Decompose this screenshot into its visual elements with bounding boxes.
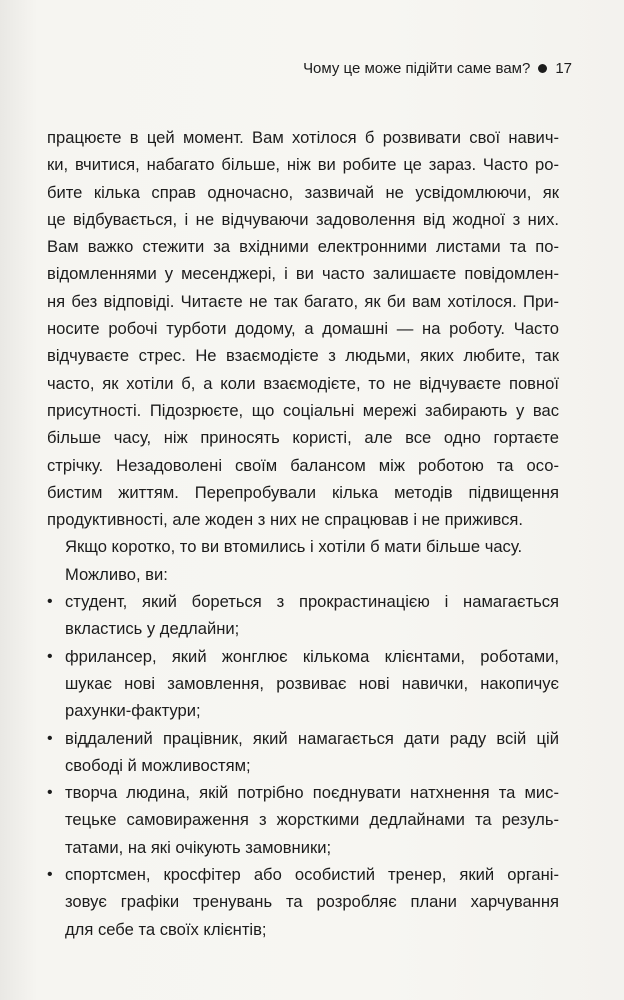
text-line: для себе та своїх клієнтів;: [65, 919, 267, 939]
text-line: відомленнями у месенджері, і ви часто залишаєте повідомлен-: [47, 264, 559, 284]
text-line: тецьке самовираження з жорсткими дедлайнами та резуль-: [65, 810, 559, 830]
chapter-title: Чому це може підійти саме вам?: [303, 60, 531, 77]
running-header: [303, 60, 572, 77]
text-line: фрилансер, який жонглює кількома клієнтами, роботами,: [65, 646, 559, 666]
list-item: [47, 725, 559, 780]
header-dot-icon: [538, 64, 547, 73]
text-line: шукає нові замовлення, розвиває нові навички, накопичує: [65, 673, 559, 693]
body-text: [47, 124, 559, 943]
text-line: відчуваєте стрес. Не взаємодієте з людьми, яких любите, так: [47, 346, 559, 366]
text-line: студент, який бореться з прокрастинацією і намагається: [65, 592, 559, 612]
bullet-icon: •: [47, 729, 53, 747]
bullet-icon: •: [47, 784, 53, 802]
paragraph-main: [47, 124, 559, 533]
text-line: присутності. Підозрюєте, що соціальні мережі забирають у вас: [47, 400, 559, 420]
bullet-icon: •: [47, 593, 53, 611]
text-line: віддалений працівник, який намагається дати раду всій цій: [65, 728, 559, 748]
text-line: носите робочі турботи додому, а домашні — на роботу. Часто: [47, 319, 559, 339]
bullet-icon: •: [47, 866, 53, 884]
text-line: свободі й можливостям;: [65, 755, 251, 775]
list-item: [47, 588, 559, 643]
list-item: [47, 861, 559, 943]
text-line: вкластись у дедлайни;: [65, 619, 240, 639]
page-number: 17: [555, 60, 572, 77]
list-item: [47, 643, 559, 725]
text-line: працюєте в цей момент. Вам хотілося б розвивати свої навич-: [47, 128, 559, 147]
text-line: більше часу, ніж приносять користі, але все одно гортаєте: [47, 428, 559, 448]
text-line: творча людина, якій потрібно поєднувати натхнення та мис-: [65, 783, 559, 803]
text-line: бите кілька справ одночасно, зазвичай не усвідомлюючи, як: [47, 182, 559, 202]
text-line: стрічку. Незадоволені своїм балансом між роботою та осо-: [47, 455, 559, 475]
text-line: зовує графіки тренувань та розробляє плани харчування: [65, 892, 559, 912]
text-line: ня без відповіді. Читаєте не так багато, як би вам хотілося. При-: [47, 291, 559, 311]
list-item: [47, 779, 559, 861]
text-line: продуктивності, але жоден з них не спрацював і не прижився.: [47, 510, 523, 530]
text-line: ки, вчитися, набагато більше, ніж ви робите це зараз. Часто ро-: [47, 155, 559, 175]
text-line: татами, на які очікують замовники;: [65, 837, 332, 857]
text-line: Вам важко стежити за вхідними електронними листами та по-: [47, 237, 559, 257]
paragraph-summary: Якщо коротко, то ви втомились і хотіли б мати більше часу.: [65, 537, 523, 557]
text-line: часто, як хотіли б, а коли взаємодієте, то не відчуваєте повної: [47, 373, 559, 393]
text-line: це відбувається, і не відчуваючи задоволення від жодної з них.: [47, 209, 559, 229]
audience-list: [47, 588, 559, 943]
bullet-icon: •: [47, 647, 53, 665]
text-line: спортсмен, кросфітер або особистий тренер, який органі-: [65, 865, 559, 885]
text-line: рахунки-фактури;: [65, 701, 201, 721]
paragraph-intro: Можливо, ви:: [65, 564, 168, 584]
text-line: бистим життям. Перепробували кілька методів підвищення: [47, 482, 559, 502]
